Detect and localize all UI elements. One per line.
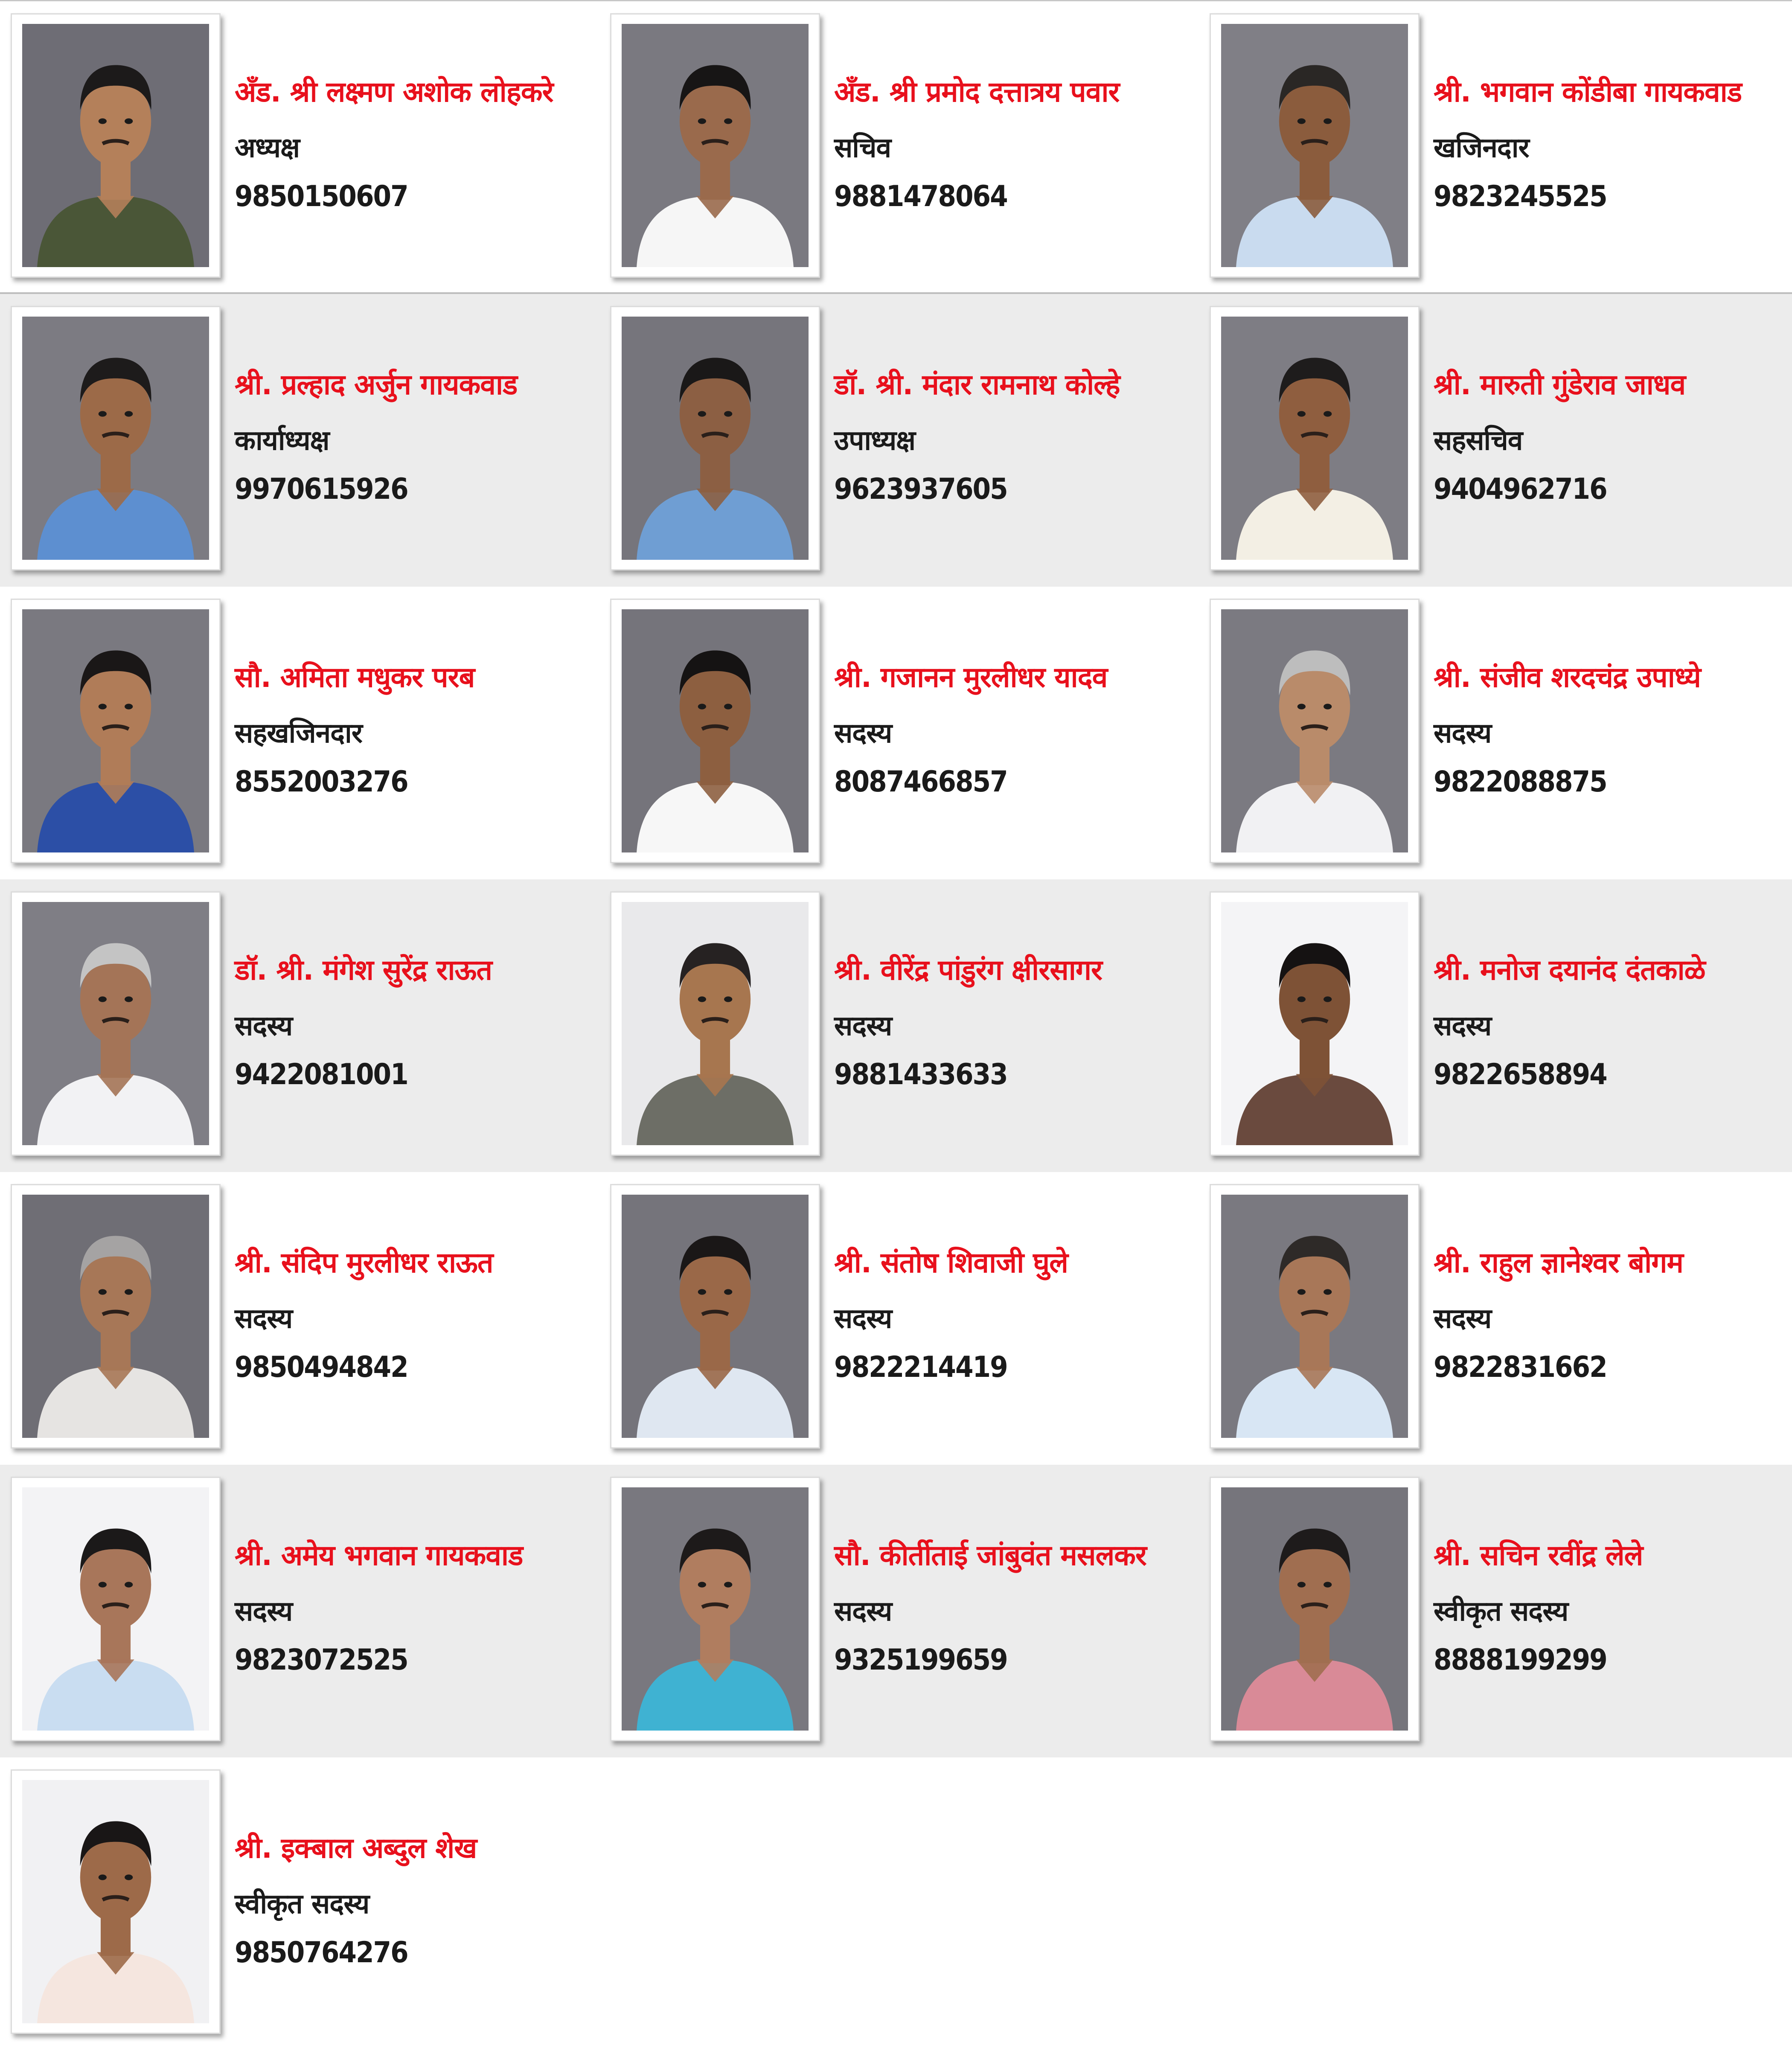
photo-frame [1210,306,1420,570]
member-photo [622,609,809,852]
photo-frame [11,1184,221,1449]
member-phone: 8888199299 [1434,1643,1607,1677]
member-role: सदस्य [235,1303,293,1335]
member-card [610,13,1203,286]
photo-frame [1210,1184,1420,1449]
member-info [1434,1536,1792,1681]
member-photo [622,902,809,1145]
member-photo [622,24,809,267]
member-photo [1221,24,1408,267]
member-role: सदस्य [834,718,892,749]
member-card [1210,1184,1792,1457]
portrait-illustration [622,1487,809,1731]
member-photo [22,1487,209,1731]
portrait-illustration [1221,609,1408,852]
member-name: श्री. प्रल्हाद अर्जुन गायकवाड [235,368,518,401]
photo-frame [11,599,221,863]
member-info [235,73,602,217]
portrait-illustration [1221,1487,1408,1731]
member-info [1434,658,1792,803]
member-role: सचिव [834,132,891,164]
member-card [11,599,604,872]
member-name: सौ. कीर्तीताई जांबुवंत मसलकर [834,1539,1146,1572]
member-photo [22,24,209,267]
member-role: उपाध्यक्ष [834,425,916,457]
member-info [235,951,602,1095]
member-name: श्री. संतोष शिवाजी घुले [834,1246,1068,1279]
member-phone: 9623937605 [834,472,1007,506]
member-name: अँड. श्री प्रमोद दत्तात्रय पवार [834,76,1120,108]
member-name: श्री. अमेय भगवान गायकवाड [235,1539,523,1572]
member-role: सदस्य [235,1010,293,1042]
member-card [1210,891,1792,1164]
member-card [610,599,1203,872]
member-info [834,1536,1201,1681]
portrait-illustration [622,317,809,560]
member-role: सदस्य [1434,718,1492,749]
member-name: सौ. अमिता मधुकर परब [235,661,475,694]
member-role: खजिनदार [1434,132,1529,164]
member-card [11,891,604,1164]
member-role: सहखजिनदार [235,718,362,749]
member-phone: 9881433633 [834,1058,1007,1091]
photo-frame [610,1184,820,1449]
member-photo [22,609,209,852]
member-name: डॉ. श्री. मंगेश सुरेंद्र राऊत [235,954,492,986]
member-phone: 9404962716 [1434,472,1607,506]
member-photo [22,1780,209,2023]
member-name: अँड. श्री लक्ष्मण अशोक लोहकरे [235,76,553,108]
member-name: श्री. संदिप मुरलीधर राऊत [235,1246,493,1279]
photo-frame [610,599,820,863]
member-role: सदस्य [834,1596,892,1627]
member-name: श्री. सचिन रवींद्र लेले [1434,1539,1643,1572]
member-role: स्वीकृत सदस्य [235,1888,369,1920]
member-photo [622,1487,809,1731]
member-role: सदस्य [1434,1303,1492,1335]
portrait-illustration [622,902,809,1145]
member-card [1210,1477,1792,1750]
member-card [11,1184,604,1457]
member-photo [1221,1195,1408,1438]
member-role: सदस्य [834,1010,892,1042]
member-name: श्री. गजानन मुरलीधर यादव [834,661,1108,694]
member-card [610,891,1203,1164]
portrait-illustration [22,1780,209,2023]
photo-frame [11,1477,221,1741]
member-photo [1221,317,1408,560]
photo-frame [610,13,820,278]
member-info [1434,951,1792,1095]
member-info [834,951,1201,1095]
portrait-illustration [622,1195,809,1438]
member-phone: 9325199659 [834,1643,1007,1677]
member-info [235,658,602,803]
member-info [1434,1244,1792,1388]
portrait-illustration [22,902,209,1145]
portrait-illustration [622,609,809,852]
portrait-illustration [1221,317,1408,560]
member-info [834,1244,1201,1388]
member-photo [622,317,809,560]
member-role: सदस्य [1434,1010,1492,1042]
member-name: श्री. मारुती गुंडेराव जाधव [1434,368,1686,401]
member-name: श्री. वीरेंद्र पांडुरंग क्षीरसागर [834,954,1102,986]
member-card [610,306,1203,579]
member-phone: 9822214419 [834,1350,1007,1384]
member-info [834,658,1201,803]
photo-frame [11,1769,221,2034]
member-phone: 9850494842 [235,1350,408,1384]
photo-frame [11,13,221,278]
member-card [610,1477,1203,1750]
member-photo [1221,609,1408,852]
member-phone: 8552003276 [235,765,408,799]
portrait-illustration [22,24,209,267]
member-name: श्री. इक्बाल अब्दुल शेख [235,1832,477,1865]
portrait-illustration [1221,24,1408,267]
member-role: अध्यक्ष [235,132,300,164]
member-name: श्री. भगवान कोंडीबा गायकवाड [1434,76,1742,108]
member-card [1210,599,1792,872]
member-photo [22,317,209,560]
member-info [235,1536,602,1681]
member-phone: 9823072525 [235,1643,408,1677]
member-photo [1221,1487,1408,1731]
photo-frame [11,306,221,570]
member-card [11,13,604,286]
member-phone: 9823245525 [1434,180,1607,213]
member-name: डॉ. श्री. मंदार रामनाथ कोल्हे [834,368,1120,401]
photo-frame [11,891,221,1156]
member-phone: 9422081001 [235,1058,408,1091]
member-name: श्री. संजीव शरदचंद्र उपाध्ये [1434,661,1701,694]
member-phone: 9850150607 [235,180,408,213]
member-card [610,1184,1203,1457]
member-card [1210,306,1792,579]
member-phone: 9822658894 [1434,1058,1607,1091]
member-role: स्वीकृत सदस्य [1434,1596,1568,1627]
member-photo [1221,902,1408,1145]
member-info [834,73,1201,217]
member-name: श्री. मनोज दयानंद दंतकाळे [1434,954,1705,986]
member-phone: 9822088875 [1434,765,1607,799]
member-info [834,366,1201,510]
member-card [11,1477,604,1750]
member-photo [622,1195,809,1438]
photo-frame [610,1477,820,1741]
member-info [1434,366,1792,510]
member-photo [22,902,209,1145]
member-card [11,306,604,579]
portrait-illustration [1221,1195,1408,1438]
photo-frame [610,891,820,1156]
member-phone: 8087466857 [834,765,1007,799]
portrait-illustration [622,24,809,267]
member-photo [22,1195,209,1438]
member-role: कार्याध्यक्ष [235,425,329,457]
member-phone: 9850764276 [235,1936,408,1969]
member-phone: 9970615926 [235,472,408,506]
portrait-illustration [22,1487,209,1731]
member-info [235,366,602,510]
portrait-illustration [1221,902,1408,1145]
member-phone: 9881478064 [834,180,1007,213]
member-info [235,1244,602,1388]
photo-frame [1210,13,1420,278]
portrait-illustration [22,1195,209,1438]
photo-frame [610,306,820,570]
photo-frame [1210,891,1420,1156]
portrait-illustration [22,317,209,560]
member-card [11,1769,604,2042]
photo-frame [1210,599,1420,863]
photo-frame [1210,1477,1420,1741]
member-phone: 9822831662 [1434,1350,1607,1384]
member-role: सदस्य [834,1303,892,1335]
member-info [235,1829,602,1973]
member-role: सहसचिव [1434,425,1523,457]
member-info [1434,73,1792,217]
member-name: श्री. राहुल ज्ञानेश्वर बोगम [1434,1246,1683,1279]
portrait-illustration [22,609,209,852]
member-role: सदस्य [235,1596,293,1627]
member-card [1210,13,1792,286]
